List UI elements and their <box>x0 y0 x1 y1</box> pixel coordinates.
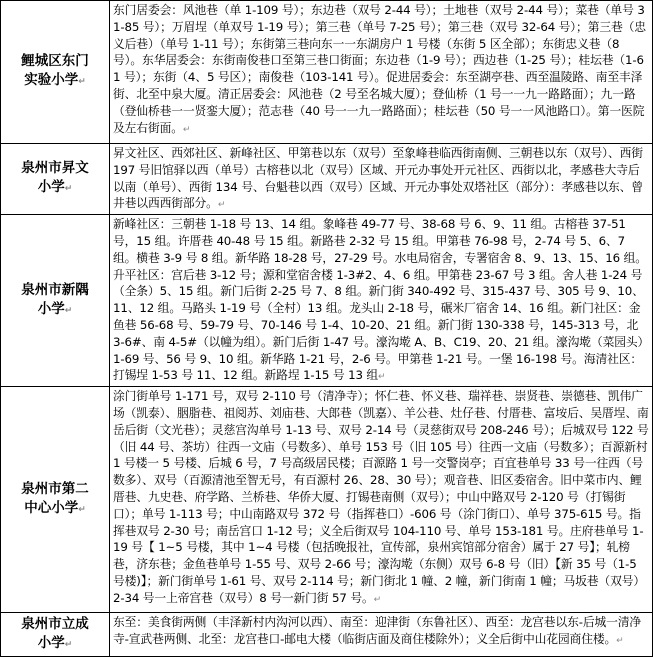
school-name-cell <box>1 613 110 657</box>
school-name-line1: 泉州市立成 <box>21 615 89 632</box>
district-description-cell <box>110 613 653 657</box>
district-description-cell <box>110 144 653 215</box>
paragraph-mark: ↵ <box>78 504 86 515</box>
school-name-line1: 泉州市新隅 <box>21 281 89 298</box>
paragraph-mark: ↵ <box>373 594 382 605</box>
paragraph-mark: ↵ <box>378 372 386 383</box>
district-description-cell <box>110 215 653 387</box>
school-name-cell <box>1 1 110 144</box>
school-name-line2: 小学 <box>37 634 65 651</box>
district-text: 东门居委会：风池巷（单 1-109 号）；东边巷（双号 2-44 号）；土地巷（双号 2-44 号）；菜巷（单号 31-85 号）；万眉埕（单双号 1-19 号）；第三巷（单号 7-25 号）；第三巷（双号 32-64 号）；第三巷（忠义后巷）（单号 1-11 号）；东街第三巷向东一一东湖房户 1 号楼（东街 5 区全部）；东街忠义巷（8 号）。东华居委会：东街南俊巷口至第三巷口街面；东边巷（1-9 号）；西边巷（1-25 号）；桂坛巷（1-61 号）；东街（4、5 号区）；南俊巷（103-141 号）。促进居委会：东至湖亭巷、西至温陵路、南至丰泽街、北至中泉大厦。清正居委会：风池巷（2 号至名城大厦）；登仙桥（1 号一一九一路路面）；九一路（登仙桥巷一一贤銮大厦）；范志巷（40 号一一九一路路面）；桂坛巷（50 号一一风池路口）。第一医院及左右街面。 <box>113 3 646 135</box>
table-row <box>1 1 653 144</box>
paragraph-mark: ↵ <box>64 305 73 316</box>
paragraph-mark: ↵ <box>616 635 624 646</box>
table-row <box>1 144 653 215</box>
district-text: 新峰社区：三朝巷 1-18 号 13、14 组。象峰巷 49-77 号、38-68 号 6、9、11 组。古榕巷 37-51 号，15 组。许厝巷 40-48 号 15 组。新路巷 2-32 号 15 组。甲第巷 76-98 号，2-74 号 5、6、7 组。横巷 3-9 号 8 组。新华路 18-28 号，27-29 号。水电局宿舍，专署宿舍 8、9、13、15、16 组。升平社区：宫后巷 3-12 号；源和堂宿舍楼 1-3#2、4、6 组。甲第巷 23-67 号 3 组。舍人巷 1-24 号（全条）5、15 组。新门后街 2-25 号 7、8 组。新门街 340-492 号、315-437 号、305 号 9、10、11、12 组。马路头 1-19 号（全村）13 组。龙头山 2-18 号，碾米厂宿舍 14、16 组。新门社区：金鱼巷 56-68 号、59-79 号、70-146 号 1-4、10-20、21 组。新门街 130-338 号，145-313 号，北 3-6#、南 4-5#（以幢为组）。新门后街 1-47 号。濠沟墘 A、B、C19、20、21 组。濠沟墘（菜园头）1-69 号、56 号 9、10 组。新华路 1-21 号，2-6 号。甲第巷 1-21 号。一堡 16-198 号。海清社区：打锡埕 1-53 号 11、12 组。新路埕 1-15 号 13 组 <box>113 217 647 383</box>
school-name-cell <box>1 215 110 387</box>
paragraph-mark: ↵ <box>64 184 73 195</box>
school-name-cell <box>1 387 110 613</box>
paragraph-mark: ↵ <box>64 639 73 650</box>
district-text: 东至：美食街两侧（丰泽新村内沟河以西）、南至：迎津街（东鲁社区）、西至：龙宫巷以东-后城一清净寺-宣武巷两侧、北至：龙宫巷口-邮电大楼（临街店面及商住楼除外）；义全后街中山花园商住楼。 <box>113 615 642 646</box>
school-name-line2: 中心小学 <box>24 499 79 516</box>
paragraph-mark: ↵ <box>78 77 86 87</box>
district-text: 涂门街单号 1-171 号，双号 2-110 号（清净寺）；怀仁巷、怀义巷、瑞祥巷、崇贤巷、崇德巷、凯伟广场（凯泰）、胭脂巷、祖阅苏、刘庙巷、大郎巷（凯嘉）、羊公巷、灶仔巷、付厝巷、富垵后、吴厝埕、南岳后街（文光巷）；灵慈宫沟单号 1-13 号、双号 2-14 号（灵慈街双号 208-246 号）；后城双号 122 号（旧 44 号、茶坊）往西一文庙（号数多）、单号 153 号（旧 105 号）往西一文庙（号数多）；百源新村 1 号楼一 5 号楼、后城 6 号，7 号高级居民楼；百源路 1 号一交警岗亭；百宜巷单号 33 号一往西（号数多）、双号（百源清池至智无号，有百源村 26、28、30 号）；观音巷、旧区委宿舍。旧中菜市内、鲤厝巷、九史巷、府学路、兰桥巷、华侨大厦、打锡巷南侧（双号）；中山中路双号 2-120 号（打锡街口）；单号 1-113 号；中山南路双号 372 号（指挥巷口）-606 号（涂门街口）、单号 375-615 号。指挥巷双号 2-30 号；南岳宫口 1-12 号；义全后街双号 104-110 号、单号 153-181 号。庄府巷单号 1-19 号【 1~5 号楼，其中 1~4 号楼（包括晚报社，宣传部，泉州宾馆部分宿舍）属于 27 号】；轧榜巷，济东巷；金鱼巷单号 1-55 号、双号 2-66 号；濠沟墘（东侧）双号 6-8 号（旧）【新 35 号（1-5 号楼)】；新门街单号 1-61 号、双号 2-114 号；新门街北 1 幢、2 幢，新门街南 1 幢；马坂巷（双号）2-34 号一上帝宫巷（双号）8 号一新门街 57 号。 <box>113 389 649 605</box>
school-name-line1: 泉州市昇文 <box>21 160 89 177</box>
school-name-line2: 小学 <box>37 300 65 317</box>
table-row <box>1 387 653 613</box>
table-row <box>1 613 653 657</box>
paragraph-mark: ↵ <box>217 200 226 211</box>
paragraph-mark: ↵ <box>182 124 191 135</box>
table-row <box>1 215 653 387</box>
district-text: 昇文社区、西郊社区、新峰社区、甲第巷以东（双号）至象峰巷临西街南侧、三朝巷以东（双号）、西街 197 号旧馆驿以西（单号）古榕巷以北（双号）区域、开元办事处开元社区、西街以北，孝感巷大寺后以南（单号）、西街 134 号、台魁巷以西（双号）区域、开元办事处双塔社区（部分）：孝感巷以东、曾井巷以西西街部分。 <box>113 146 643 211</box>
school-name-line2: 实验小学 <box>24 72 79 88</box>
school-name-line2: 小学 <box>37 179 65 196</box>
district-description-cell <box>110 387 653 613</box>
school-name-line1: 泉州市第二 <box>21 480 89 497</box>
district-description-cell <box>110 1 653 144</box>
school-name-line1: 鲤城区东门 <box>21 53 89 69</box>
school-name-cell <box>1 144 110 215</box>
